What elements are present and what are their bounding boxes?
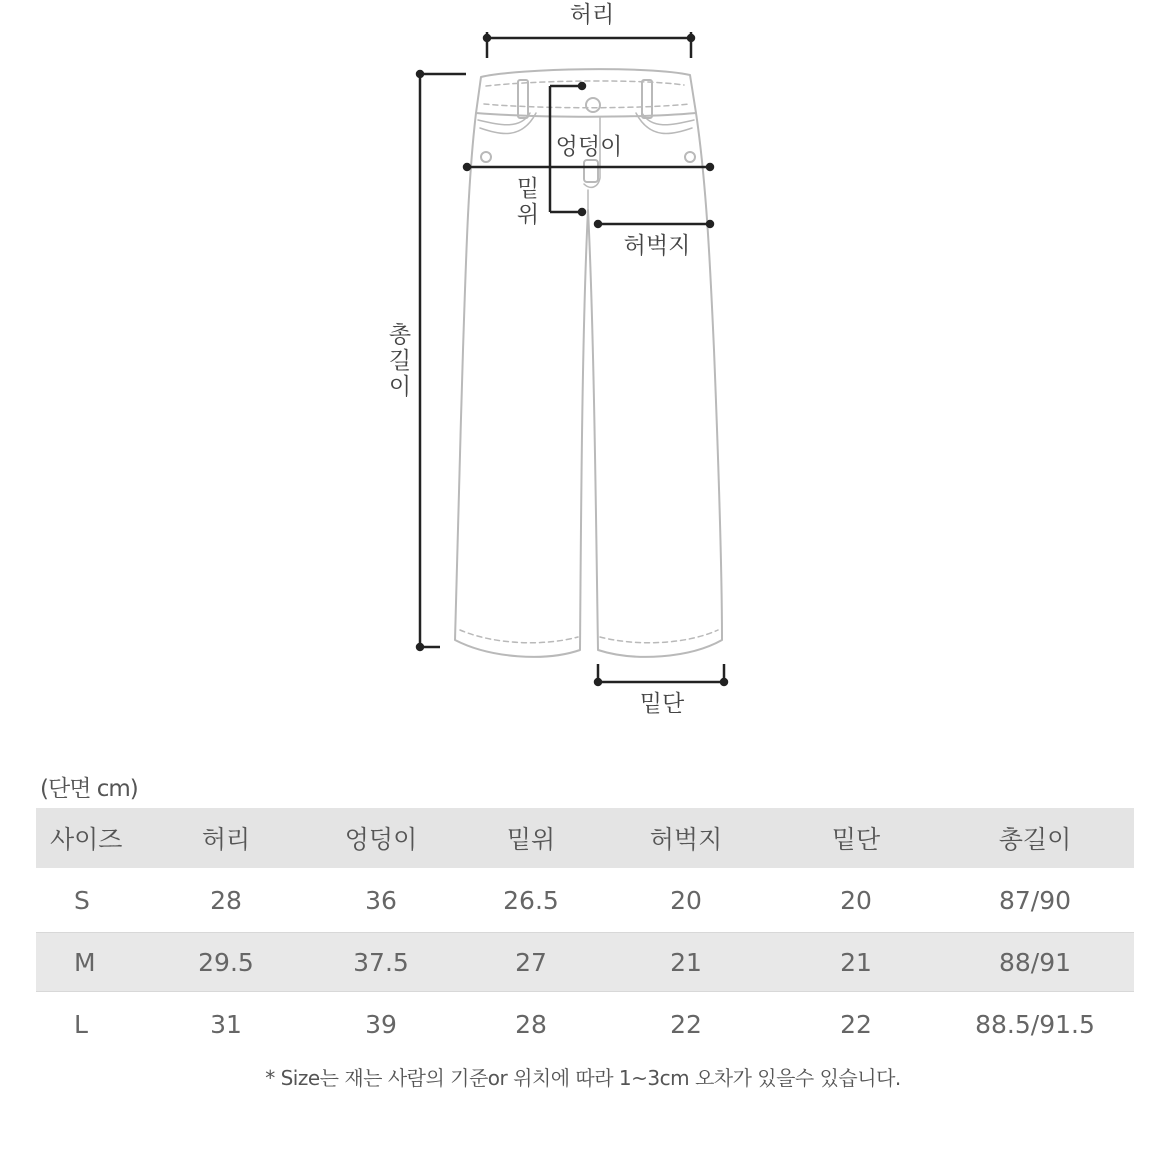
table-row bbox=[36, 992, 1134, 1057]
label-thigh: 허벅지 bbox=[623, 233, 691, 259]
table-row bbox=[36, 933, 1134, 992]
cell-hip: 39 bbox=[296, 992, 466, 1057]
cell-thigh: 21 bbox=[596, 933, 776, 992]
cell-size: S bbox=[36, 868, 156, 933]
header-rise: 밑위 bbox=[466, 808, 596, 868]
header-total-length: 총길이 bbox=[936, 808, 1134, 868]
table-row bbox=[36, 868, 1134, 933]
measurement-labels bbox=[389, 2, 690, 717]
cell-total-length: 88/91 bbox=[936, 933, 1134, 992]
label-waist: 허리 bbox=[569, 2, 615, 28]
cell-hem: 22 bbox=[776, 992, 936, 1057]
label-total-length-3: 이 bbox=[388, 374, 412, 400]
rivet-left bbox=[481, 152, 491, 162]
header-waist: 허리 bbox=[156, 808, 296, 868]
waistband bbox=[476, 69, 696, 117]
label-hem: 밑단 bbox=[639, 691, 685, 717]
label-hip: 엉덩이 bbox=[555, 134, 623, 160]
pocket-left bbox=[478, 113, 536, 134]
hem-stitch-right bbox=[600, 630, 718, 643]
label-total-length-2: 길 bbox=[388, 348, 412, 374]
cell-rise: 26.5 bbox=[466, 868, 596, 933]
cell-waist: 29.5 bbox=[156, 933, 296, 992]
cell-waist: 31 bbox=[156, 992, 296, 1057]
header-hem: 밑단 bbox=[776, 808, 936, 868]
cell-hem: 21 bbox=[776, 933, 936, 992]
cell-total-length: 88.5/91.5 bbox=[936, 992, 1134, 1057]
cell-waist: 28 bbox=[156, 868, 296, 933]
cell-hip: 36 bbox=[296, 868, 466, 933]
hem-stitch-left bbox=[460, 630, 578, 643]
label-rise-2: 위 bbox=[516, 202, 540, 228]
measurement-footnote: * Size는 재는 사람의 기준or 위치에 따라 1~3cm 오차가 있을수 있습니다. bbox=[265, 1066, 901, 1090]
cell-size: L bbox=[36, 992, 156, 1057]
cell-rise: 27 bbox=[466, 933, 596, 992]
cell-hip: 37.5 bbox=[296, 933, 466, 992]
cell-hem: 20 bbox=[776, 868, 936, 933]
belt-loop-left bbox=[518, 80, 528, 118]
header-size: 사이즈 bbox=[36, 808, 156, 868]
size-table bbox=[36, 808, 1134, 1056]
cell-total-length: 87/90 bbox=[936, 868, 1134, 933]
waist-button bbox=[586, 98, 600, 112]
cell-thigh: 20 bbox=[596, 868, 776, 933]
label-total-length-1: 총 bbox=[388, 322, 412, 348]
cell-size: M bbox=[36, 933, 156, 992]
belt-loop-right bbox=[642, 80, 652, 118]
table-header-row bbox=[36, 808, 1134, 868]
header-thigh: 허벅지 bbox=[596, 808, 776, 868]
zipper-pull bbox=[584, 160, 598, 182]
unit-note: (단면 cm) bbox=[40, 776, 138, 802]
label-rise-1: 밑 bbox=[516, 176, 540, 202]
header-hip: 엉덩이 bbox=[296, 808, 466, 868]
cell-rise: 28 bbox=[466, 992, 596, 1057]
rivet-right bbox=[685, 152, 695, 162]
cell-thigh: 22 bbox=[596, 992, 776, 1057]
